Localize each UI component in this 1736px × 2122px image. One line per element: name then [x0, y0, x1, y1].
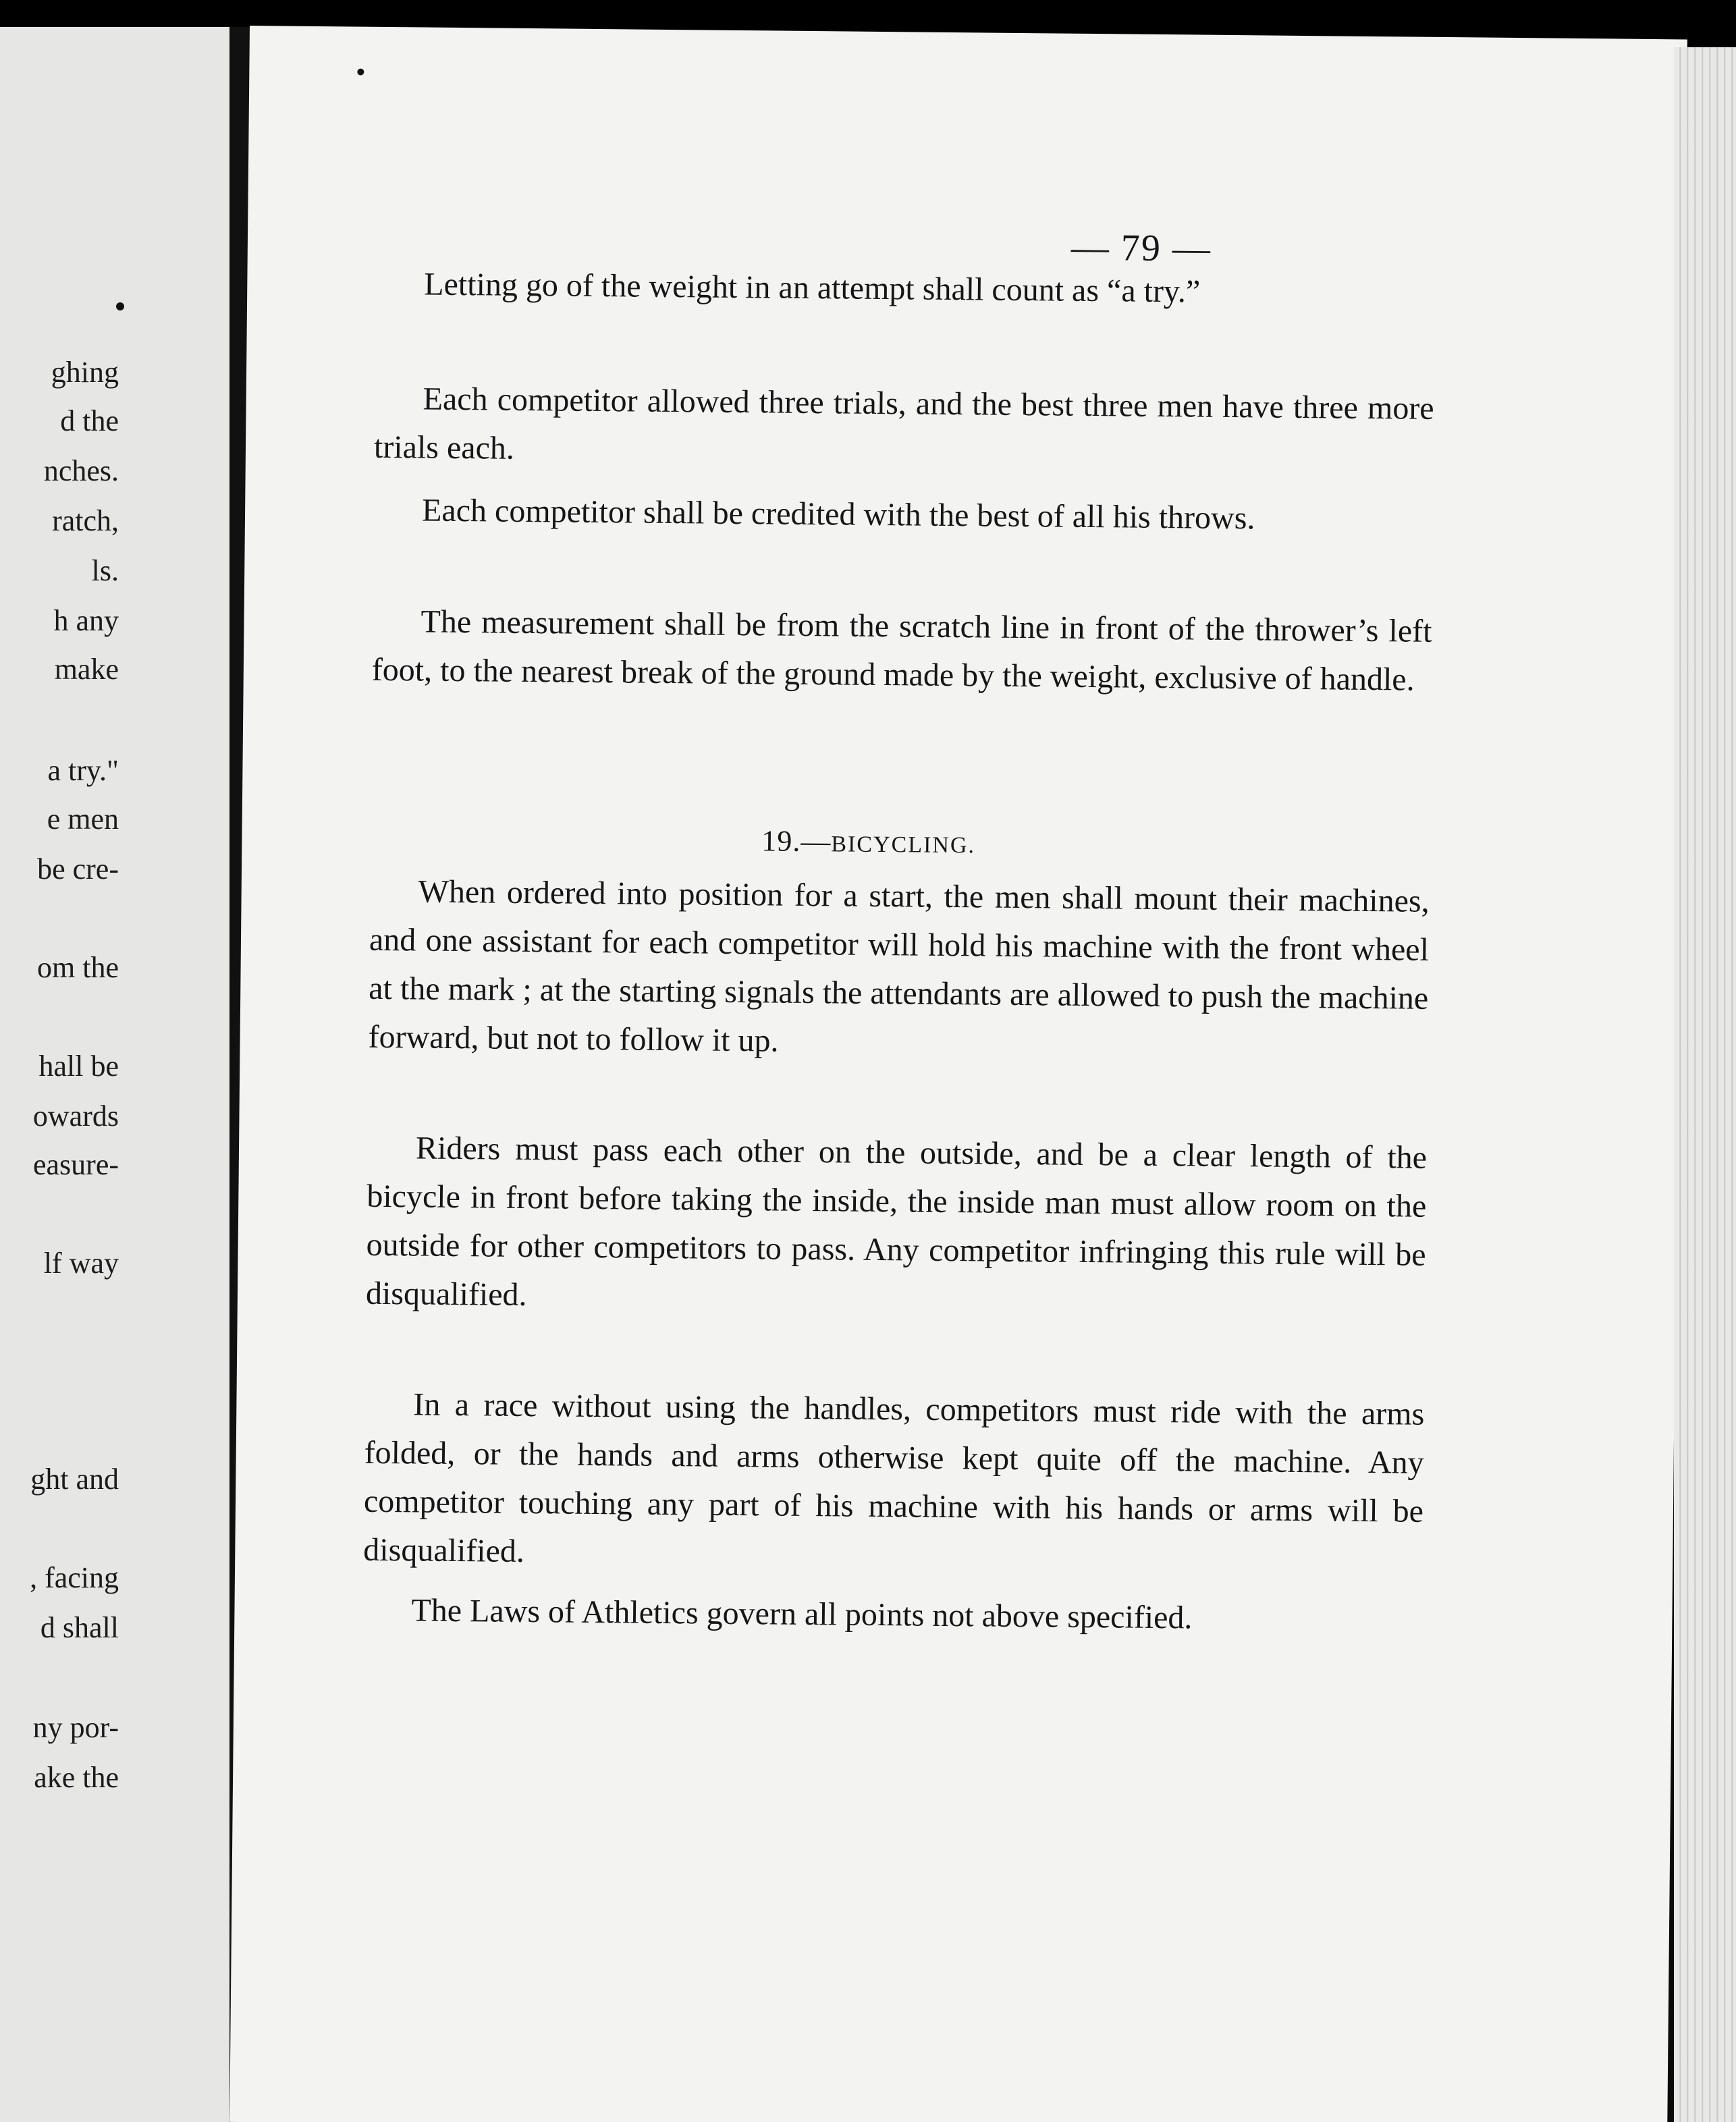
- left-page-fragment: lf way: [43, 1247, 119, 1280]
- left-page-fragment: d the: [60, 404, 119, 437]
- left-page-fragment: ghing: [51, 356, 119, 389]
- ink-speck: [116, 302, 124, 310]
- paragraph: [363, 1380, 1425, 1585]
- left-page-fragment: easure-: [32, 1148, 119, 1181]
- paragraph-text: Each competitor shall be credited with the best of all his throws.: [421, 492, 1255, 537]
- left-page-fragment: h any: [53, 604, 119, 637]
- section-heading: [761, 823, 975, 860]
- paragraph-text: When ordered into position for a start, the men shall mount their machines, and one assistant for each competitor will hold his machine with the front wheel at the mark ; at the starting signals the attendants are allowed to push the machine forward, but not to follow it up.: [368, 873, 1430, 1059]
- left-page-fragment: d shall: [40, 1611, 119, 1644]
- left-page-fragment: om the: [37, 951, 119, 984]
- paragraph-text: The Laws of Athletics govern all points not above specified.: [411, 1592, 1193, 1636]
- left-page: [0, 27, 238, 2122]
- left-page-fragment: nches.: [43, 454, 119, 487]
- left-page-fragment: ny por-: [32, 1711, 119, 1744]
- paragraph: [371, 597, 1432, 705]
- left-page-fragment: ght and: [30, 1463, 119, 1496]
- page-stack-edge: [1674, 47, 1736, 2122]
- left-page-fragment: hall be: [38, 1050, 119, 1083]
- paragraph: [373, 486, 1434, 545]
- paragraph: [362, 1586, 1423, 1645]
- left-page-fragment: make: [54, 653, 119, 686]
- main-page: [229, 26, 1687, 2122]
- left-page-fragment: ake the: [34, 1761, 119, 1794]
- paragraph-text: The measurement shall be from the scratch line in front of the thrower’s left foot, to the nearest break of the ground made by the weight, exclusive of handle.: [371, 603, 1432, 698]
- left-page-fragment: be cre-: [37, 852, 119, 886]
- paragraph: [374, 375, 1434, 482]
- paragraph: [375, 260, 1436, 319]
- left-page-fragment: a try.": [47, 754, 119, 787]
- section-number: 19.—: [761, 824, 832, 859]
- page-number: — 79 —: [1070, 226, 1212, 270]
- paragraph: [366, 1124, 1428, 1328]
- section-title: BICYCLING.: [831, 832, 976, 859]
- left-page-fragment: ls.: [91, 554, 119, 587]
- paragraph-text: Each competitor allowed three trials, and the best three men have three more trials each.: [373, 381, 1434, 466]
- left-page-fragment: ratch,: [52, 504, 119, 537]
- ink-speck: [357, 69, 364, 76]
- left-page-fragment: owards: [32, 1099, 119, 1133]
- left-page-fragment: , facing: [30, 1561, 119, 1594]
- paragraph-text: In a race without using the handles, competitors must ride with the arms folded, or the hands and arms otherwise kept quite off the machine. Any competitor touching any part of his machine with his hands or arms will be disqualified.: [363, 1386, 1425, 1570]
- paragraph-text: Riders must pass each other on the outside, and be a clear length of the bicycle in front before taking the inside, the inside man must allow room on the outside for other competitors to pass. Any competitor infringing this rule will be disqualified.: [365, 1130, 1428, 1313]
- paragraph-text: Letting go of the weight in an attempt shall count as “a try.”: [424, 266, 1201, 310]
- paragraph: [368, 867, 1430, 1072]
- left-page-fragment: e men: [47, 802, 119, 836]
